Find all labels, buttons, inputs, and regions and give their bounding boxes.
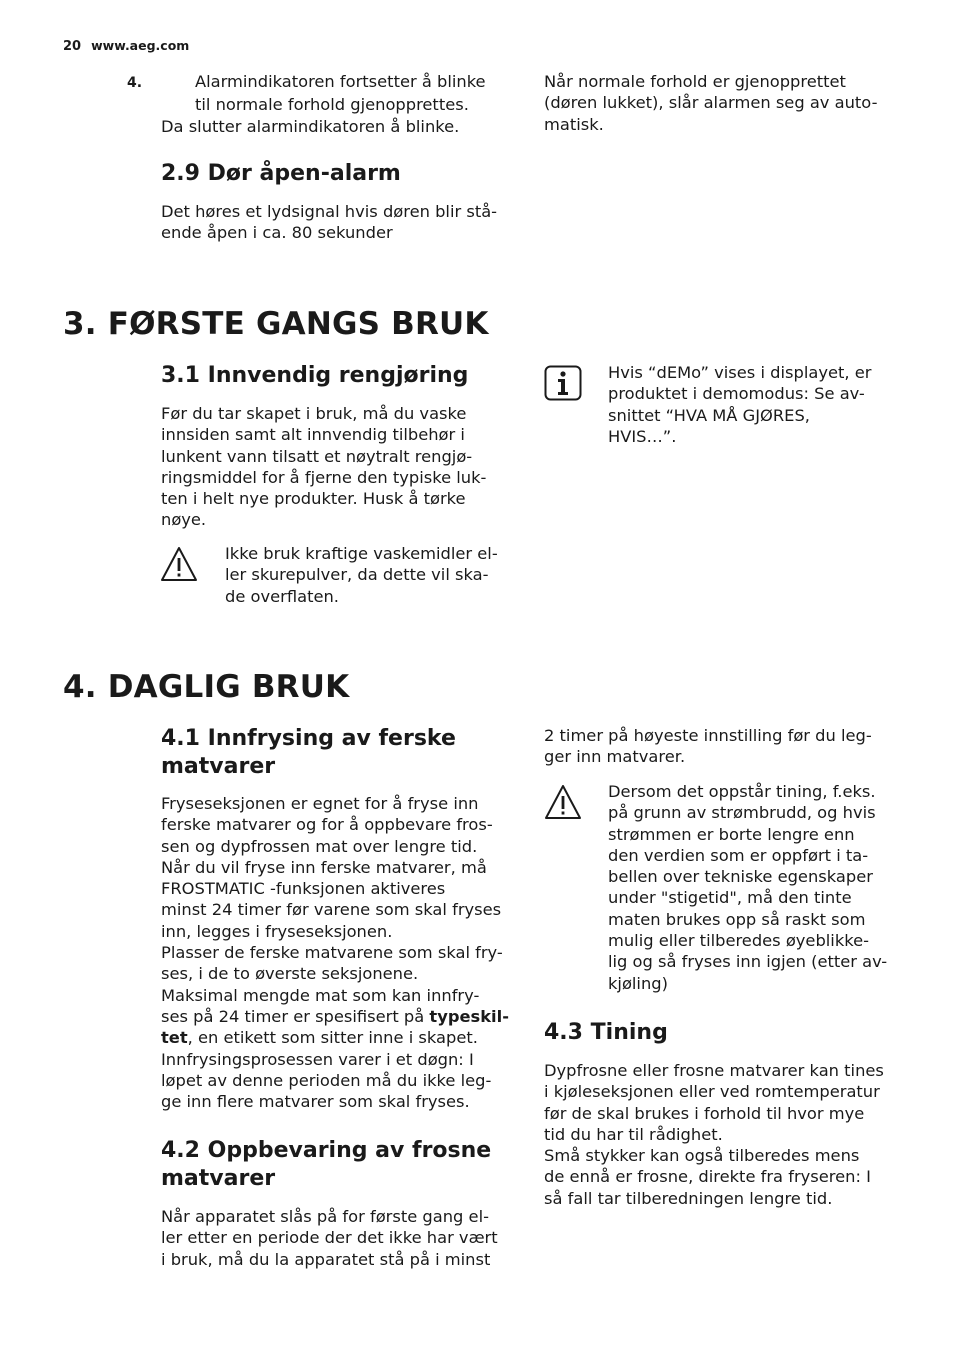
text-line: Hvis “dEMo” vises i displayet, er	[608, 363, 872, 382]
text-line: de overflaten.	[225, 586, 339, 606]
text-line: de ennå er frosne, direkte fra fryseren: I	[544, 1167, 871, 1187]
text-line: ger inn matvarer.	[544, 747, 686, 767]
text-line: minst 24 timer før varene som skal fryses	[161, 900, 502, 920]
text-line: ringsmiddel for å fjerne den typiske luk-	[161, 467, 487, 487]
text-span: , en etikett som sitter inne i skapet.	[187, 1028, 478, 1048]
step-after-line: Da slutter alarmindikatoren å blinke.	[161, 116, 460, 136]
rating-plate-term: typeskil-	[429, 1006, 509, 1026]
text-line: Dersom det oppstår tining, f.eks.	[608, 782, 876, 801]
text-line: Ikke bruk kraftige vaskemidler el-	[225, 544, 498, 563]
section-heading-3-1	[161, 362, 468, 390]
cleaning-text	[161, 403, 521, 531]
section-title: Tining	[590, 1020, 668, 1045]
text-line: Innfrysingsprosessen varer i et døgn: I	[161, 1049, 474, 1069]
section-title-cont: matvarer	[161, 754, 276, 779]
thawing-warning	[608, 781, 908, 994]
text-line: mulig eller tilberedes øyeblikke-	[608, 931, 869, 951]
text-line: i kjøleseksjonen eller ved romtemperatur	[544, 1082, 880, 1102]
section-title: Dør åpen-alarm	[207, 161, 401, 186]
section-title: Innfrysing av ferske	[207, 726, 456, 751]
text-line: ses, i de to øverste seksjonene.	[161, 964, 419, 984]
section-heading-4-3	[544, 1019, 668, 1047]
text-line: ferske matvarer og for å oppbevare fros-	[161, 815, 493, 835]
step-line-1: Alarmindikatoren fortsetter å blinke	[195, 72, 486, 91]
section-heading-2-9	[161, 160, 401, 188]
text-line: løpet av denne perioden må du ikke leg-	[161, 1070, 492, 1090]
section-title-cont: matvarer	[161, 1166, 276, 1191]
text-line: kjøling)	[608, 973, 668, 993]
warning-triangle-icon	[543, 783, 583, 821]
text-line: ler skurepulver, da dette vil ska-	[225, 565, 489, 585]
section-number: 3.1	[161, 363, 200, 388]
text-line: tid du har til rådighet.	[544, 1124, 723, 1144]
text-line: FROSTMATIC -funksjonen aktiveres	[161, 879, 446, 899]
freezing-text	[161, 793, 521, 1112]
text-line: bellen over tekniske egenskaper	[608, 867, 873, 887]
text-line: sen og dypfrossen mat over lengre tid.	[161, 836, 478, 856]
text-line	[161, 1006, 521, 1027]
alarm-step-block	[127, 71, 521, 137]
step-item	[127, 71, 521, 94]
chapter-number: 3.	[63, 306, 97, 342]
text-line: Før du tar skapet i bruk, må du vaske	[161, 404, 467, 423]
text-line: produktet i demomodus: Se av-	[608, 384, 865, 404]
text-line: Det høres et lydsignal hvis døren blir stå-	[161, 202, 498, 221]
info-icon	[544, 365, 582, 401]
warning-triangle-icon	[159, 545, 199, 583]
chapter-title: DAGLIG BRUK	[107, 669, 350, 705]
text-line: Små stykker kan også tilberedes mens	[544, 1146, 860, 1166]
text-line: lunkent vann tilsatt et nøytralt rengjø-	[161, 446, 473, 466]
text-line: Maksimal mengde mat som kan innfry-	[161, 985, 480, 1005]
demo-mode-info	[608, 362, 908, 447]
text-line: Plasser de ferske matvarene som skal fry-	[161, 943, 503, 963]
door-alarm-text	[161, 201, 521, 244]
text-line: snittet “HVA MÅ GJØRES,	[608, 405, 810, 425]
text-line: matisk.	[544, 114, 604, 134]
chapter-title: FØRSTE GANGS BRUK	[107, 306, 489, 342]
text-line: 2 timer på høyeste innstilling før du leg-	[544, 726, 872, 745]
text-line: under "stigetid", må den tinte	[608, 888, 852, 908]
text-line: den verdien som er oppført i ta-	[608, 845, 869, 865]
text-line: på grunn av strømbrudd, og hvis	[608, 803, 876, 823]
text-line: før de skal brukes i forhold til hvor mye	[544, 1103, 865, 1123]
text-span: ses på 24 timer er spesifisert på	[161, 1006, 430, 1026]
text-line	[161, 1027, 521, 1048]
step-line-2: til normale forhold gjenopprettes.	[195, 95, 469, 115]
page-number: 20	[63, 39, 82, 54]
section-heading-4-2	[161, 1137, 491, 1193]
page-header	[63, 38, 189, 54]
chapter-heading-3	[63, 305, 489, 343]
rating-plate-term-cont: tet	[161, 1028, 188, 1048]
storage-text	[161, 1206, 521, 1270]
text-line: HVIS…”.	[608, 426, 677, 446]
text-line: Fryseseksjonen er egnet for å fryse inn	[161, 794, 479, 813]
text-line: ten i helt nye produkter. Husk å tørke	[161, 489, 466, 509]
text-line: strømmen er borte lengre enn	[608, 824, 855, 844]
section-heading-4-1	[161, 725, 456, 781]
text-line: ge inn flere matvarer som skal fryses.	[161, 1092, 470, 1112]
section-number: 2.9	[161, 161, 200, 186]
text-line: ende åpen i ca. 80 sekunder	[161, 223, 393, 243]
defrosting-text	[544, 1060, 914, 1209]
cleaning-warning	[225, 543, 515, 607]
text-line: nøye.	[161, 510, 207, 530]
text-line: Når normale forhold er gjenopprettet	[544, 72, 846, 91]
text-line: Når apparatet slås på for første gang el-	[161, 1207, 489, 1226]
text-line: så fall tar tilberedningen lengre tid.	[544, 1188, 833, 1208]
section-number: 4.1	[161, 726, 200, 751]
text-line: innsiden samt alt innvendig tilbehør i	[161, 425, 465, 445]
section-number: 4.3	[544, 1020, 583, 1045]
text-line: (døren lukket), slår alarmen seg av auto-	[544, 93, 878, 113]
text-line: Dypfrosne eller frosne matvarer kan tines	[544, 1061, 884, 1080]
alarm-reset-text	[544, 71, 904, 135]
text-line: i bruk, må du la apparatet stå på i minst	[161, 1249, 491, 1269]
storage-text-cont	[544, 725, 904, 768]
chapter-number: 4.	[63, 669, 97, 705]
text-line: Når du vil fryse inn ferske matvarer, må	[161, 857, 487, 877]
text-line: ler etter en periode der det ikke har vært	[161, 1228, 498, 1248]
text-line: maten brukes opp så raskt som	[608, 909, 866, 929]
section-title: Innvendig rengjøring	[207, 363, 469, 388]
website-link[interactable]: www.aeg.com	[91, 38, 190, 53]
chapter-heading-4	[63, 668, 349, 706]
section-title: Oppbevaring av frosne	[207, 1138, 492, 1163]
section-number: 4.2	[161, 1138, 200, 1163]
text-line: lig og så fryses inn igjen (etter av-	[608, 952, 888, 972]
step-number: 4.	[127, 75, 143, 91]
text-line: inn, legges i fryseseksjonen.	[161, 921, 393, 941]
